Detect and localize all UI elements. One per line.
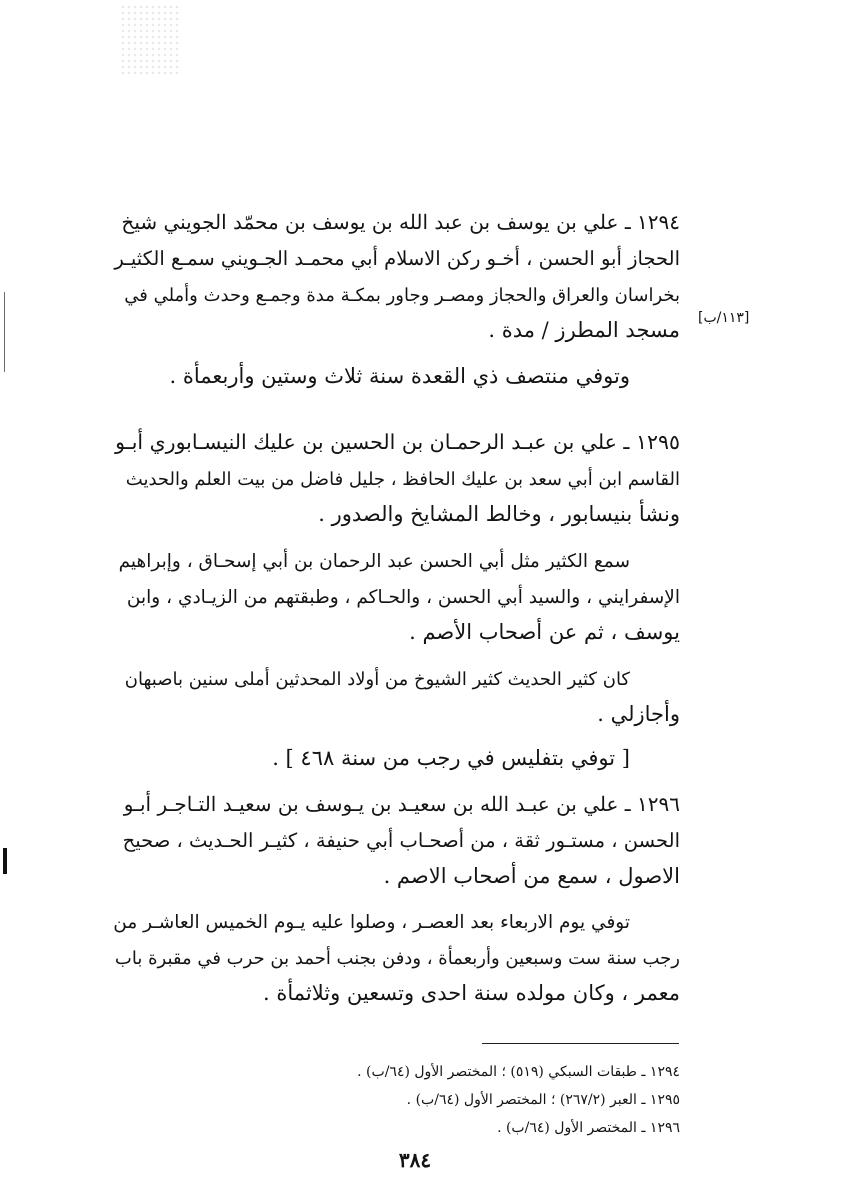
footnote: ١٢٩٤ ـ طبقات السبكي (٥١٩) ؛ المختصر الأول (٦٤/ب) . xyxy=(357,1064,680,1080)
text-line: سمع الكثير مثل أبي الحسن عبد الرحمان بن أبي إسحـاق ، وإبراهيم xyxy=(118,551,630,572)
text-line: معمر ، وكان مولده سنة احدى وتسعين وثلاثمأة . xyxy=(263,981,680,1005)
entry-1295-death xyxy=(112,740,680,776)
entry-1294 xyxy=(112,204,680,348)
entry-1295-hadith xyxy=(112,660,680,732)
text-line: وتوفي منتصف ذي القعدة سنة ثلاث وستين وأربعمأة . xyxy=(169,364,630,388)
footnote: ١٢٩٦ ـ المختصر الأول (٦٤/ب) . xyxy=(497,1120,680,1136)
scan-speckle xyxy=(120,4,180,74)
text-line: رجب سنة ست وسبعين وأربعمأة ، ودفن بجنب أحمد بن حرب في مقبرة باب xyxy=(114,948,680,969)
entry-1295 xyxy=(112,424,680,532)
text-line: ١٢٩٥ ـ علي بن عبـد الرحمـان بن الحسين بن عليك النيسـابوري أبـو xyxy=(115,430,680,454)
text-line: الاصول ، سمع من أصحاب الاصم . xyxy=(383,864,680,888)
text-line: كان كثير الحديث كثير الشيوخ من أولاد المحدثين أملى سنين باصبهان xyxy=(124,669,630,690)
entry-1296-death xyxy=(112,903,680,1011)
text-line: ١٢٩٤ ـ علي بن يوسف بن عبد الله بن يوسف بن محمّد الجويني شيخ xyxy=(121,210,680,234)
footnote: ١٢٩٥ ـ العبر (٢٦٧/٢) ؛ المختصر الأول (٦٤/ب) . xyxy=(406,1092,680,1108)
scan-edge-mark xyxy=(3,848,7,874)
text-line: الحجاز أبو الحسن ، أخـو ركن الاسلام أبي محمـد الجـويني سمـع الكثيـر xyxy=(114,247,680,270)
entry-1296 xyxy=(112,786,680,894)
text-line: يوسف ، ثم عن أصحاب الأصم . xyxy=(409,620,680,644)
text-line: مسجد المطرز / مدة . xyxy=(488,318,680,342)
text-line: توفي يوم الاربعاء بعد العصـر ، وصلوا عليه يـوم الخميس العاشـر من xyxy=(113,912,630,933)
text-line: ١٢٩٦ ـ علي بن عبـد الله بن سعيـد بن يـوسف بن سعيـد التـاجـر أبـو xyxy=(123,792,680,816)
footnote-separator xyxy=(482,1043,679,1044)
entry-1295-teachers xyxy=(112,542,680,650)
text-line: القاسم ابن أبي سعد بن عليك الحافظ ، جليل فاضل من بيت العلم والحديث xyxy=(125,469,680,490)
footnotes xyxy=(300,1058,680,1142)
text-line: بخراسان والعراق والحجاز ومصـر وجاور بمكـة مدة وجمـع وحدث وأملي في xyxy=(124,285,680,306)
text-line: [ توفي بتفليس في رجب من سنة ٤٦٨ ] . xyxy=(272,746,630,770)
text-line: الحسن ، مستـور ثقة ، من أصحـاب أبي حنيفة ، كثيـر الحـديث ، صحيح xyxy=(122,829,680,852)
text-line: الإسفرايني ، والسيد أبي الحسن ، والحـاكم ، وطبقتهم من الزيـادي ، وابن xyxy=(126,587,680,608)
entry-1294-death xyxy=(112,358,680,394)
page-number: ٣٨٤ xyxy=(398,1148,432,1172)
text-line: وأجازلي . xyxy=(597,702,680,726)
folio-marker: [١١٣/ب] xyxy=(698,310,750,326)
scan-edge-mark xyxy=(4,292,5,372)
text-line: ونشأ بنيسابور ، وخالط المشايخ والصدور . xyxy=(318,502,680,526)
